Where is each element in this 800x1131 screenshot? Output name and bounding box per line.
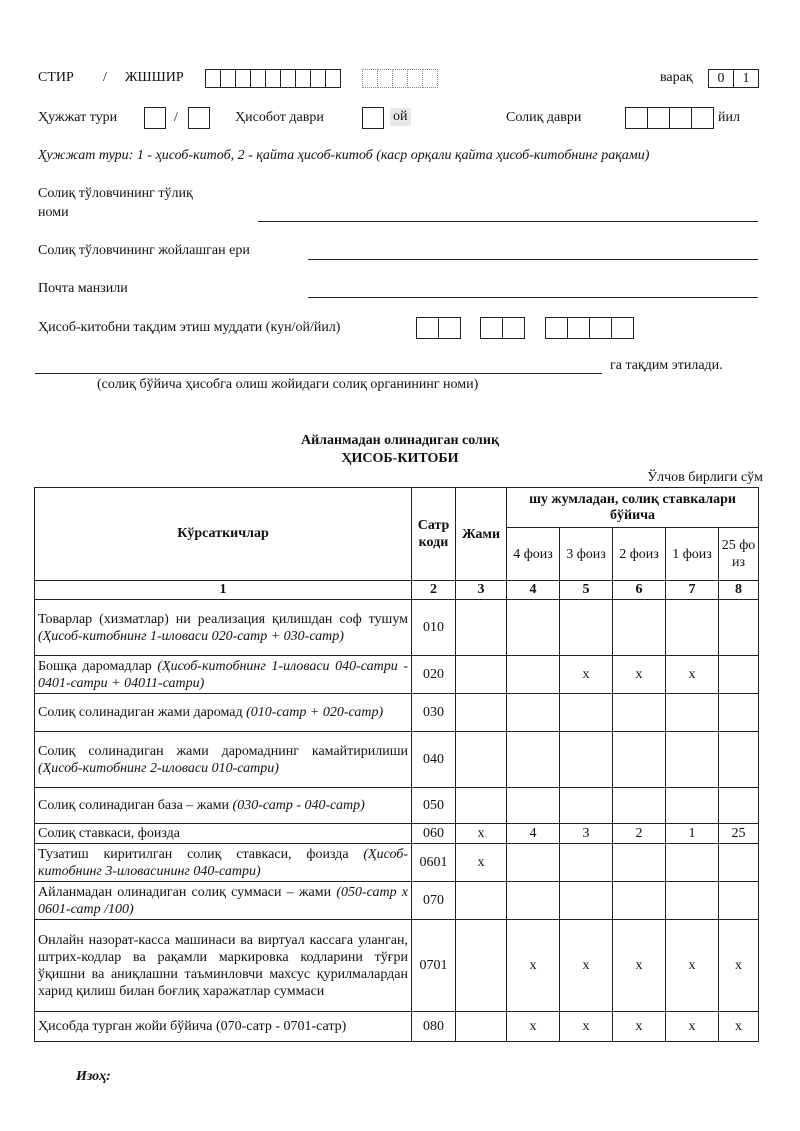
indicator-cell [35, 788, 412, 824]
value-cell[interactable] [456, 600, 507, 656]
indicator-cell [35, 920, 412, 1012]
row-code-cell: 0701 [412, 920, 456, 1012]
indicator-text: Товарлар (хизматлар) ни реализация қилишдан соф тушум [38, 611, 408, 627]
value-cell[interactable] [560, 788, 613, 824]
value-cell: 1 [666, 824, 719, 844]
row-code-cell: 070 [412, 882, 456, 920]
indicator-text: Айланмадан олинадиган солиқ суммаси – жами [38, 884, 332, 900]
tax-year-cells[interactable] [625, 107, 713, 129]
sheet-digit-1: 0 [708, 69, 734, 88]
row-code-cell: 040 [412, 732, 456, 788]
row-code-cell: 010 [412, 600, 456, 656]
col-num: 1 [35, 581, 412, 600]
indicator-text: Солиқ ставкаси, фоизда [38, 826, 180, 841]
value-cell: x [507, 920, 560, 1012]
value-cell: x [560, 656, 613, 694]
indicator-cell [35, 844, 412, 882]
report-table [34, 487, 759, 1042]
table-row [35, 920, 759, 1012]
indicator-text: Солиқ солинадиган база – жами [38, 798, 230, 813]
value-cell[interactable] [507, 732, 560, 788]
indicator-cell [35, 882, 412, 920]
value-cell: x [666, 656, 719, 694]
header-slash: / [103, 70, 107, 85]
indicator-note: (Ҳисоб-китобнинг 1-иловаси 020-сатр + 030-сатр) [38, 628, 344, 644]
value-cell: x [613, 920, 666, 1012]
value-cell: x [456, 824, 507, 844]
col-num: 2 [412, 581, 456, 600]
indicator-note: (010-сатр + 020-сатр) [246, 705, 384, 720]
value-cell[interactable] [666, 694, 719, 732]
value-cell: 4 [507, 824, 560, 844]
indicator-note: (Ҳисоб-китобнинг 3-иловасининг 040-сатри) [38, 846, 408, 879]
indicator-text: Ҳисобда турган жойи бўйича (070-сатр - 0701-сатр) [38, 1019, 347, 1034]
indicator-text: Солиқ солинадиган жами даромаднинг камайтирилиши [38, 743, 408, 759]
value-cell: x [456, 844, 507, 882]
value-cell[interactable] [507, 600, 560, 656]
report-period-label: Ҳисобот даври [235, 110, 324, 125]
value-cell: x [666, 920, 719, 1012]
value-cell[interactable] [613, 788, 666, 824]
value-cell[interactable] [507, 844, 560, 882]
tax-period-label: Солиқ даври [506, 110, 582, 125]
header-indicators: Кўрсаткичлар [35, 488, 412, 581]
table-row [35, 600, 759, 656]
indicator-cell [35, 694, 412, 732]
value-cell[interactable] [666, 600, 719, 656]
doc-type-label: Ҳужжат тури [38, 110, 118, 125]
stir-label: СТИР [38, 70, 74, 85]
varaq-label: варақ [660, 70, 693, 85]
value-cell[interactable] [613, 694, 666, 732]
indicator-text: Бошқа даромадлар [38, 658, 152, 674]
value-cell[interactable] [719, 656, 759, 694]
value-cell: 25 [719, 824, 759, 844]
footer-note: Изоҳ: [76, 1069, 111, 1084]
value-cell[interactable] [613, 844, 666, 882]
value-cell[interactable] [507, 882, 560, 920]
col-num: 3 [456, 581, 507, 600]
value-cell: x [719, 920, 759, 1012]
taxpayer-name-line[interactable] [258, 221, 758, 222]
value-cell[interactable] [560, 732, 613, 788]
deadline-month-cells[interactable] [480, 317, 524, 339]
table-row [35, 694, 759, 732]
header-including-rates: шу жумладан, солиқ ставкалари бўйича [507, 488, 759, 528]
table-row [35, 1012, 759, 1042]
header-rate-3: 3 фоиз [560, 528, 613, 581]
indicator-cell [35, 600, 412, 656]
submission-deadline-label: Ҳисоб-китобни тақдим этиш муддати (кун/ой/йил) [38, 320, 341, 335]
indicator-cell [35, 656, 412, 694]
column-number-row [35, 581, 759, 600]
value-cell[interactable] [719, 882, 759, 920]
value-cell[interactable] [719, 732, 759, 788]
indicator-cell [35, 1012, 412, 1042]
tax-authority-caption: (солиқ бўйича ҳисобга олиш жойидаги солиқ органининг номи) [97, 377, 479, 392]
col-num: 7 [666, 581, 719, 600]
indicator-text: Тузатиш киритилган солиқ ставкаси, фоизда [38, 846, 349, 862]
deadline-year-cells[interactable] [545, 317, 633, 339]
row-code-cell: 080 [412, 1012, 456, 1042]
form-title-line1: Айланмадан олинадиган солиқ [300, 433, 500, 448]
indicator-note: (050-сатр x 0601-сатр /100) [38, 884, 409, 917]
stir-input-cells[interactable] [205, 69, 340, 88]
table-row [35, 882, 759, 920]
header-rate-2: 2 фоиз [613, 528, 666, 581]
deadline-day-cells[interactable] [416, 317, 460, 339]
col-num: 6 [613, 581, 666, 600]
value-cell: x [507, 1012, 560, 1042]
value-cell: 3 [560, 824, 613, 844]
value-cell[interactable] [456, 882, 507, 920]
taxpayer-location-line[interactable] [308, 259, 758, 260]
table-row [35, 844, 759, 882]
value-cell[interactable] [719, 788, 759, 824]
value-cell[interactable] [507, 694, 560, 732]
indicator-note: (030-сатр - 040-сатр) [232, 798, 365, 813]
indicator-cell [35, 824, 412, 844]
value-cell[interactable] [507, 656, 560, 694]
value-cell[interactable] [719, 844, 759, 882]
value-cell: x [560, 920, 613, 1012]
value-cell[interactable] [666, 732, 719, 788]
taxpayer-name-label-2: номи [38, 205, 69, 220]
indicator-text: Солиқ солинадиган жами даромад [38, 705, 243, 720]
indicator-text: Онлайн назорат-касса машинаси ва виртуал кассага уланган, штрих-кодлар ва рақамли маркировка кодларини тўғри ўқишни ва аниқлашни таъминловчи махсус қурилмалардан харид қилиш билан боғлиқ харажатлар суммаси [38, 932, 408, 999]
header-row-code: Сатр коди [412, 488, 456, 581]
report-period-box[interactable] [362, 107, 384, 129]
doc-type-slash: / [174, 110, 178, 125]
indicator-note: (Ҳисоб-китобнинг 2-иловаси 010-сатри) [38, 760, 279, 776]
value-cell[interactable] [613, 732, 666, 788]
postal-address-label: Почта манзили [38, 281, 128, 296]
value-cell[interactable] [507, 788, 560, 824]
value-cell[interactable] [456, 920, 507, 1012]
table-row [35, 824, 759, 844]
value-cell[interactable] [666, 788, 719, 824]
value-cell[interactable] [456, 656, 507, 694]
jshshir-extra-cells[interactable] [362, 69, 437, 88]
value-cell[interactable] [613, 882, 666, 920]
value-cell: x [719, 1012, 759, 1042]
sheet-number-cells[interactable] [708, 69, 758, 88]
col-num: 4 [507, 581, 560, 600]
value-cell[interactable] [456, 1012, 507, 1042]
value-cell[interactable] [719, 600, 759, 656]
table-row [35, 788, 759, 824]
value-cell[interactable] [666, 844, 719, 882]
value-cell: x [613, 1012, 666, 1042]
doc-type-note: Ҳужжат тури: 1 - ҳисоб-китоб, 2 - қайта ҳисоб-китоб (каср орқали қайта ҳисоб-китобнинг рақами) [38, 148, 650, 163]
value-cell[interactable] [560, 600, 613, 656]
indicator-note: (Ҳисоб-китобнинг 1-иловаси 040-сатри - 0401-сатри + 04011-сатри) [38, 658, 408, 691]
value-cell: x [666, 1012, 719, 1042]
value-cell: x [560, 1012, 613, 1042]
header-rate-1: 1 фоиз [666, 528, 719, 581]
doc-type-box-2[interactable] [188, 107, 210, 129]
value-cell[interactable] [719, 694, 759, 732]
header-rate-4: 4 фоиз [507, 528, 560, 581]
value-cell[interactable] [456, 694, 507, 732]
col-num: 5 [560, 581, 613, 600]
value-cell: 2 [613, 824, 666, 844]
month-label: ой [390, 108, 411, 126]
col-num: 8 [719, 581, 759, 600]
header-rate-25: 25 фоиз [719, 528, 759, 581]
row-code-cell: 030 [412, 694, 456, 732]
value-cell[interactable] [560, 882, 613, 920]
row-code-cell: 060 [412, 824, 456, 844]
sheet-digit-2: 1 [733, 69, 759, 88]
table-row [35, 732, 759, 788]
value-cell: x [613, 656, 666, 694]
value-cell[interactable] [613, 600, 666, 656]
taxpayer-location-label: Солиқ тўловчининг жойлашган ери [38, 243, 250, 258]
jshshir-label: ЖШШИР [125, 70, 184, 85]
row-code-cell: 0601 [412, 844, 456, 882]
value-cell[interactable] [666, 882, 719, 920]
form-title-line2: ҲИСОБ-КИТОБИ [341, 451, 459, 466]
table-row [35, 656, 759, 694]
tax-authority-line[interactable] [35, 373, 602, 374]
postal-address-line[interactable] [308, 297, 758, 298]
row-code-cell: 020 [412, 656, 456, 694]
header-total: Жами [456, 488, 507, 581]
row-code-cell: 050 [412, 788, 456, 824]
submitted-to-text: га тақдим этилади. [610, 358, 723, 373]
year-label: йил [718, 110, 740, 125]
value-cell[interactable] [560, 694, 613, 732]
value-cell[interactable] [456, 732, 507, 788]
value-cell[interactable] [456, 788, 507, 824]
value-cell[interactable] [560, 844, 613, 882]
indicator-cell [35, 732, 412, 788]
taxpayer-name-label-1: Солиқ тўловчининг тўлиқ [38, 186, 193, 201]
unit-label: Ўлчов бирлиги сўм [647, 470, 763, 485]
doc-type-box-1[interactable] [144, 107, 166, 129]
